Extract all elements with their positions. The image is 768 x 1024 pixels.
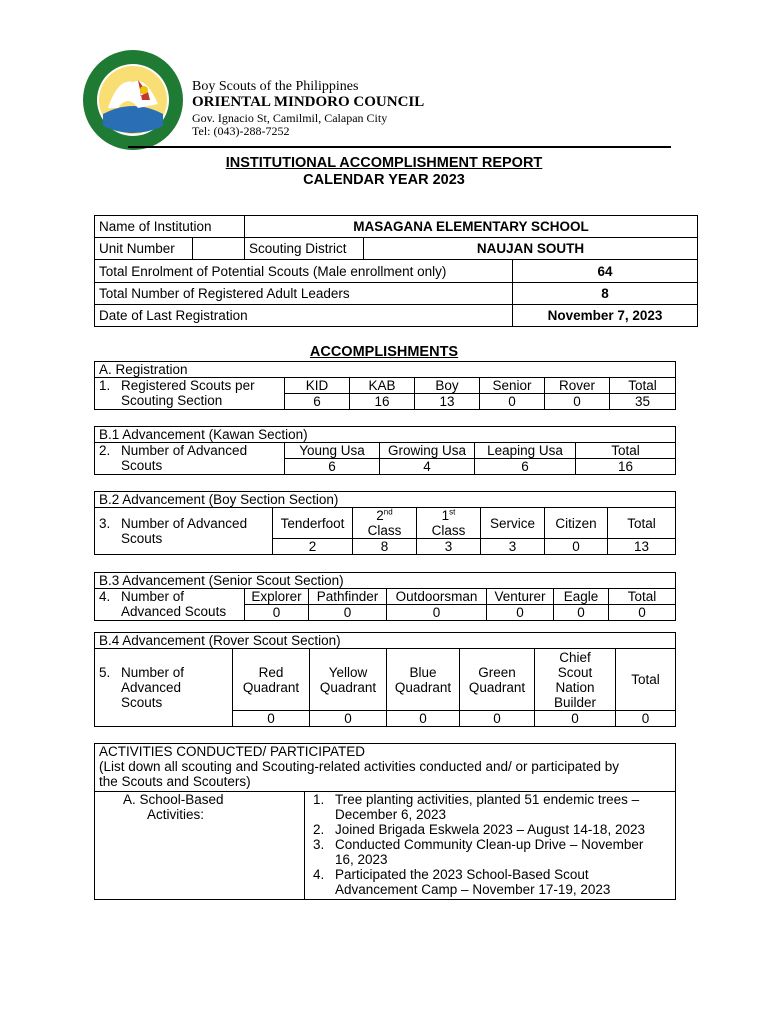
institution-info-table xyxy=(94,215,698,327)
value-citizen: 0 xyxy=(545,539,608,555)
senior-heading: B.3 Advancement (Senior Scout Section) xyxy=(95,573,676,589)
header-citizen: Citizen xyxy=(545,508,608,539)
leaders-label: Total Number of Registered Adult Leaders xyxy=(95,283,513,305)
registration-table xyxy=(94,361,676,410)
header-kab: KAB xyxy=(350,378,415,394)
report-title: INSTITUTIONAL ACCOMPLISHMENT REPORT xyxy=(225,155,543,171)
activities-instruction: (List down all scouting and Scouting-related activities conducted and/ or participated by the Scouts and Scouters) xyxy=(99,759,620,789)
list-item: 1. Tree planting activities, planted 51 endemic trees – December 6, 2023 xyxy=(313,792,640,822)
list-item: 4. Participated the 2023 School-Based Scout Advancement Camp – November 17-19, 2023 xyxy=(313,867,611,897)
enrolment-value: 64 xyxy=(513,260,698,283)
activities-heading: ACTIVITIES CONDUCTED/ PARTICIPATED xyxy=(99,744,366,759)
header-rover: Rover xyxy=(545,378,610,394)
unit-number-value xyxy=(193,238,245,260)
senior-advancement-table xyxy=(94,572,676,621)
registration-heading: A. Registration xyxy=(95,362,676,378)
header-total: Total xyxy=(610,378,676,394)
value-eagle: 0 xyxy=(554,605,609,621)
registration-label: 1. Registered Scouts per Scouting Section xyxy=(95,378,285,410)
header-pathfinder: Pathfinder xyxy=(309,589,387,605)
value-explorer: 0 xyxy=(245,605,309,621)
header-first-class: 1st Class xyxy=(417,508,481,539)
boy-heading: B.2 Advancement (Boy Section Section) xyxy=(95,492,676,508)
leaders-value: 8 xyxy=(513,283,698,305)
value-outdoorsman: 0 xyxy=(387,605,487,621)
value-senior: 0 xyxy=(480,394,545,410)
value-kab: 16 xyxy=(350,394,415,410)
registration-date-value: November 7, 2023 xyxy=(513,305,698,327)
value-yellow-quadrant: 0 xyxy=(310,711,387,727)
enrolment-label: Total Enrolment of Potential Scouts (Male enrollment only) xyxy=(95,260,513,283)
org-line: Boy Scouts of the Philippines xyxy=(192,79,359,94)
header-eagle: Eagle xyxy=(554,589,609,605)
value-total: 0 xyxy=(616,711,676,727)
header-service: Service xyxy=(481,508,545,539)
value-service: 3 xyxy=(481,539,545,555)
letterhead-divider xyxy=(128,146,671,148)
council-seal xyxy=(78,48,188,152)
header-yellow-quadrant: Yellow Quadrant xyxy=(310,649,387,711)
boy-label: 3. Number of Advanced Scouts xyxy=(95,508,273,555)
kawan-label: 2. Number of Advanced Scouts xyxy=(95,443,285,475)
value-kid: 6 xyxy=(285,394,350,410)
value-chief-scout-nation-builder: 0 xyxy=(535,711,616,727)
rover-label: 5. Number of Advanced Scouts xyxy=(95,649,233,727)
rover-heading: B.4 Advancement (Rover Scout Section) xyxy=(95,633,676,649)
list-item: 3. Conducted Community Clean-up Drive – November 16, 2023 xyxy=(313,837,644,867)
header-young-usa: Young Usa xyxy=(285,443,380,459)
value-leaping-usa: 6 xyxy=(475,459,576,475)
value-total: 0 xyxy=(609,605,676,621)
value-total: 35 xyxy=(610,394,676,410)
institution-value: MASAGANA ELEMENTARY SCHOOL xyxy=(245,216,698,238)
value-first-class: 3 xyxy=(417,539,481,555)
registration-date-label: Date of Last Registration xyxy=(95,305,513,327)
activities-category: A. School-Based Activities: xyxy=(95,792,305,900)
activities-header xyxy=(95,744,676,792)
value-green-quadrant: 0 xyxy=(460,711,535,727)
value-blue-quadrant: 0 xyxy=(387,711,460,727)
value-young-usa: 6 xyxy=(285,459,380,475)
value-venturer: 0 xyxy=(487,605,554,621)
council-tel: Tel: (043)-288-7252 xyxy=(192,124,290,138)
header-growing-usa: Growing Usa xyxy=(380,443,475,459)
header-red-quadrant: Red Quadrant xyxy=(233,649,310,711)
accomplishments-title: ACCOMPLISHMENTS xyxy=(309,344,459,360)
header-outdoorsman: Outdoorsman xyxy=(387,589,487,605)
boy-advancement-table xyxy=(94,491,676,555)
header-total: Total xyxy=(576,443,676,459)
value-total: 13 xyxy=(608,539,676,555)
council-name: ORIENTAL MINDORO COUNCIL xyxy=(192,94,425,110)
header-total: Total xyxy=(608,508,676,539)
district-value: NAUJAN SOUTH xyxy=(364,238,698,260)
rover-advancement-table xyxy=(94,632,676,727)
header-boy: Boy xyxy=(415,378,480,394)
value-boy: 13 xyxy=(415,394,480,410)
value-total: 16 xyxy=(576,459,676,475)
council-address: Gov. Ignacio St, Camilmil, Calapan City xyxy=(192,111,388,125)
header-leaping-usa: Leaping Usa xyxy=(475,443,576,459)
list-item: 2. Joined Brigada Eskwela 2023 – August 14-18, 2023 xyxy=(313,822,645,837)
value-pathfinder: 0 xyxy=(309,605,387,621)
institution-label: Name of Institution xyxy=(95,216,245,238)
report-subtitle: CALENDAR YEAR 2023 xyxy=(303,172,465,188)
unit-number-label: Unit Number xyxy=(95,238,193,260)
header-senior: Senior xyxy=(480,378,545,394)
header-blue-quadrant: Blue Quadrant xyxy=(387,649,460,711)
kawan-advancement-table xyxy=(94,426,676,475)
district-label: Scouting District xyxy=(245,238,364,260)
header-kid: KID xyxy=(285,378,350,394)
header-total: Total xyxy=(609,589,676,605)
value-tenderfoot: 2 xyxy=(273,539,353,555)
activities-table xyxy=(94,743,676,900)
header-explorer: Explorer xyxy=(245,589,309,605)
value-red-quadrant: 0 xyxy=(233,711,310,727)
value-second-class: 8 xyxy=(353,539,417,555)
header-total: Total xyxy=(616,649,676,711)
header-venturer: Venturer xyxy=(487,589,554,605)
header-second-class: 2nd Class xyxy=(353,508,417,539)
activities-list xyxy=(305,792,676,900)
senior-label: 4. Number of Advanced Scouts xyxy=(95,589,245,621)
header-tenderfoot: Tenderfoot xyxy=(273,508,353,539)
header-chief-scout-nation-builder: Chief Scout Nation Builder xyxy=(535,649,616,711)
value-growing-usa: 4 xyxy=(380,459,475,475)
value-rover: 0 xyxy=(545,394,610,410)
kawan-heading: B.1 Advancement (Kawan Section) xyxy=(95,427,676,443)
header-green-quadrant: Green Quadrant xyxy=(460,649,535,711)
